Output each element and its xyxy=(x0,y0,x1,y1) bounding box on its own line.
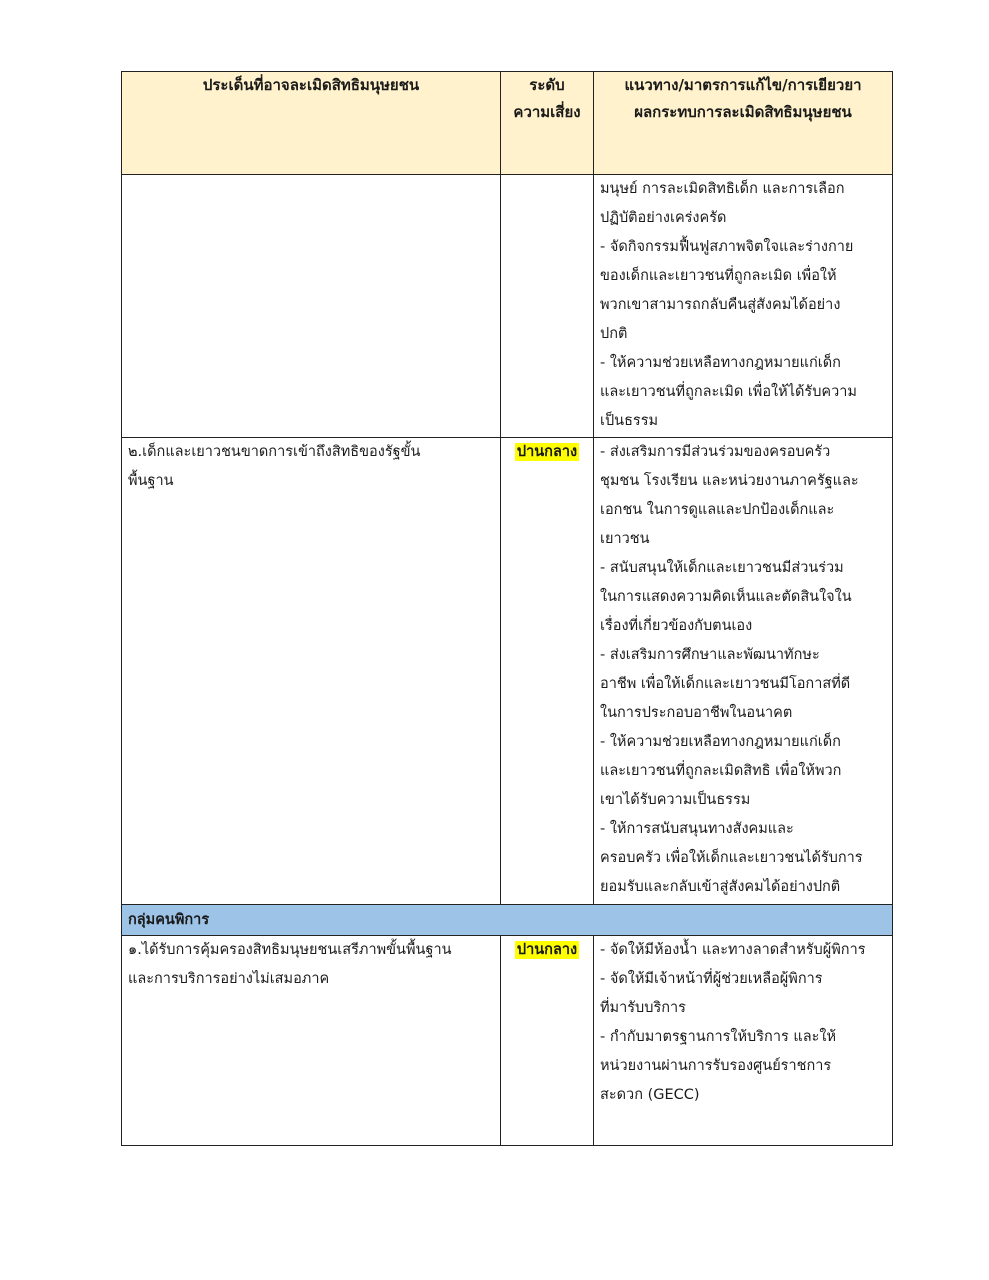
risk-cell xyxy=(501,175,594,438)
risk-cell xyxy=(501,936,594,1146)
header-measures: แนวทาง/มาตรการแก้ไข/การเยียวยา ผลกระทบการละเมิดสิทธิมนุษยชน xyxy=(594,72,893,175)
risk-assessment-table xyxy=(121,71,893,1146)
table-row xyxy=(122,936,893,1146)
risk-cell xyxy=(501,438,594,905)
table-header-row xyxy=(122,72,893,175)
group-title: กลุ่มคนพิการ xyxy=(122,905,893,936)
header-risk-level: ระดับ ความเสี่ยง xyxy=(501,72,594,175)
issue-cell xyxy=(122,175,501,438)
issue-cell: ๒.เด็กและเยาวชนขาดการเข้าถึงสิทธิของรัฐขั้น พื้นฐาน xyxy=(122,438,501,905)
header-issue: ประเด็นที่อาจละเมิดสิทธิมนุษยชน xyxy=(122,72,501,175)
measures-cell: - ส่งเสริมการมีส่วนร่วมของครอบครัว ชุมชน โรงเรียน และหน่วยงานภาครัฐและ เอกชน ในการดูแลและปกป้องเด็กและ เยาวชน - สนับสนุนให้เด็กและเยาวชนมีส่วนร่วม ในการแสดงความคิดเห็นและตัดสินใจใน เรื่องที่เกี่ยวข้องกับตนเอง - ส่งเสริมการศึกษาและพัฒนาทักษะ อาชีพ เพื่อให้เด็กและเยาวชนมีโอกาสที่ดี ในการประกอบอาชีพในอนาคต - ให้ความช่วยเหลือทางกฎหมายแก่เด็ก และเยาวชนที่ถูกละเมิดสิทธิ เพื่อให้พวก เขาได้รับความเป็นธรรม - ให้การสนับสนุนทางสังคมและ ครอบครัว เพื่อให้เด็กและเยาวชนได้รับการ ยอมรับและกลับเข้าสู่สังคมได้อย่างปกติ xyxy=(594,438,893,905)
risk-level-badge: ปานกลาง xyxy=(516,942,578,958)
risk-level-badge: ปานกลาง xyxy=(516,444,578,460)
group-header-row xyxy=(122,905,893,936)
table-row xyxy=(122,175,893,438)
issue-cell: ๑.ได้รับการคุ้มครองสิทธิมนุษยชนเสรีภาพขั้นพื้นฐาน และการบริการอย่างไม่เสมอภาค xyxy=(122,936,501,1146)
measures-cell: - จัดให้มีห้องน้ำ และทางลาดสำหรับผู้พิการ - จัดให้มีเจ้าหน้าที่ผู้ช่วยเหลือผู้พิการ ที่มารับบริการ - กำกับมาตรฐานการให้บริการ และให้ หน่วยงานผ่านการรับรองศูนย์ราชการ สะดวก (GECC) xyxy=(594,936,893,1146)
measures-cell: มนุษย์ การละเมิดสิทธิเด็ก และการเลือก ปฏิบัติอย่างเคร่งครัด - จัดกิจกรรมฟื้นฟูสภาพจิตใจและร่างกาย ของเด็กและเยาวชนที่ถูกละเมิด เพื่อให้ พวกเขาสามารถกลับคืนสู่สังคมได้อย่าง ปกติ - ให้ความช่วยเหลือทางกฎหมายแก่เด็ก และเยาวชนที่ถูกละเมิด เพื่อให้ได้รับความ เป็นธรรม xyxy=(594,175,893,438)
table-row xyxy=(122,438,893,905)
